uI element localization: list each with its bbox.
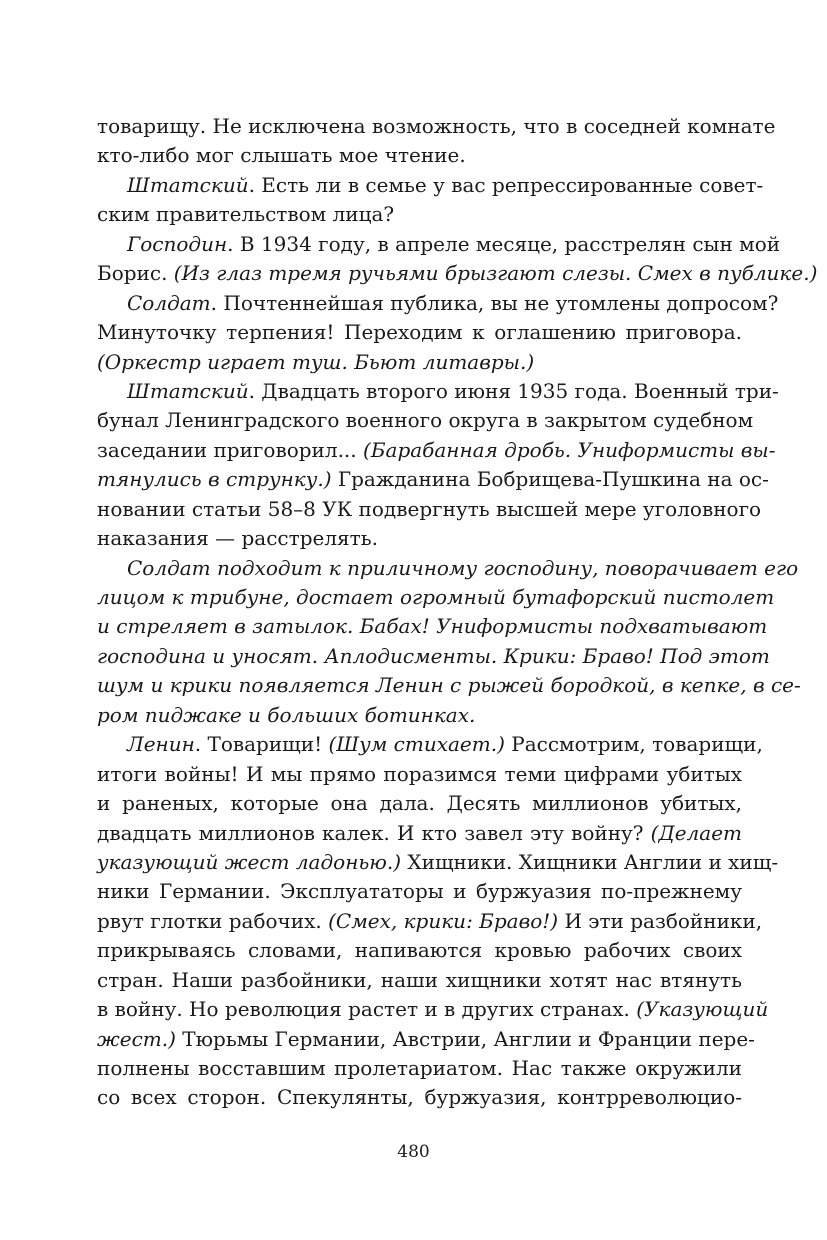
text-line	[97, 289, 779, 318]
text-segment: прикрываясь словами, напиваются кровью рабочих своих	[97, 938, 742, 963]
italic-text-segment: Штатский	[127, 172, 249, 197]
text-line	[97, 377, 779, 406]
text-segment: ским правительством лица?	[97, 202, 395, 227]
text-segment: . Двадцать второго июня 1935 года. Военный три-	[248, 378, 779, 403]
text-segment: Борис.	[97, 261, 174, 286]
text-line	[97, 406, 754, 435]
text-line	[97, 936, 742, 965]
text-segment: кто-либо мог слышать мое чтение.	[97, 143, 466, 168]
text-line	[97, 259, 818, 288]
text-line	[97, 141, 742, 170]
text-segment: рвут глотки рабочих.	[97, 908, 329, 933]
text-segment: стран. Наши разбойники, наши хищники хотят нас втянуть	[97, 967, 742, 992]
italic-text-segment: (Смех, крики: Браво!)	[328, 908, 559, 933]
italic-text-segment: (Делает	[650, 820, 742, 845]
text-line	[97, 642, 770, 671]
text-segment: Гражданина Бобрищева-Пушкина на ос-	[331, 467, 769, 492]
italic-text-segment: и стреляет в затылок. Бабах! Униформисты подхватывают	[97, 614, 768, 639]
page-number: 480	[397, 1142, 430, 1162]
italic-text-segment: Солдат подходит к приличному господину, поворачивает его	[127, 555, 799, 580]
text-segment: . Есть ли в семье у вас репрессированные совет-	[248, 172, 764, 197]
italic-text-segment: ром пиджаке и больших ботинках.	[97, 702, 476, 727]
italic-text-segment: Штатский	[127, 378, 249, 403]
text-line	[97, 760, 742, 789]
text-line	[97, 1083, 742, 1112]
text-line	[97, 583, 775, 612]
text-line	[97, 112, 776, 141]
text-segment: новании статьи 58–8 УК подвергнуть высшей мере уголовного	[97, 496, 762, 521]
text-segment: . Товарищи!	[194, 732, 329, 757]
italic-text-segment: указующий жест ладонью.)	[97, 849, 402, 874]
text-line	[97, 671, 801, 700]
text-segment: ники Германии. Эксплуататоры и буржуазия по-прежнему	[97, 879, 742, 904]
italic-text-segment: Господин	[127, 231, 228, 256]
text-segment: со всех сторон. Спекулянты, буржуазия, контрреволюцио-	[97, 1085, 742, 1110]
text-line	[97, 730, 763, 759]
text-segment: . Почтеннейшая публика, вы не утомлены допросом?	[210, 290, 779, 315]
text-line	[97, 1025, 755, 1054]
text-line	[97, 995, 769, 1024]
italic-text-segment: Ленин	[127, 732, 195, 757]
text-segment: двадцать миллионов калек. И кто завел эту войну?	[97, 820, 651, 845]
text-segment: Хищники. Хищники Англии и хищ-	[401, 849, 779, 874]
text-line	[97, 819, 742, 848]
text-line	[97, 495, 762, 524]
text-line	[97, 966, 742, 995]
text-line	[97, 789, 742, 818]
text-line	[97, 465, 769, 494]
italic-text-segment: Солдат	[127, 290, 211, 315]
italic-text-segment: (Указующий	[636, 997, 769, 1022]
text-segment: . В 1934 году, в апреле месяце, расстрелян сын мой	[227, 231, 781, 256]
italic-text-segment: (Шум стихает.)	[328, 732, 505, 757]
italic-text-segment: (Из глаз тремя ручьями брызгают слезы. Смех в публике.)	[173, 261, 818, 286]
text-line	[97, 877, 742, 906]
italic-text-segment: жест.)	[97, 1026, 176, 1051]
text-segment: Минуточку терпения! Переходим к оглашению приговора.	[97, 320, 742, 345]
text-line	[97, 554, 799, 583]
italic-text-segment: (Барабанная дробь. Униформисты вы-	[363, 437, 776, 462]
text-line	[97, 436, 776, 465]
text-segment: заседании приговорил...	[97, 437, 364, 462]
text-line	[97, 318, 742, 347]
text-segment: товарищу. Не исключена возможность, что в соседней комнате	[97, 114, 776, 138]
text-segment: Тюрьмы Германии, Австрии, Англии и Франции пере-	[175, 1026, 755, 1051]
text-segment: и раненых, которые она дала. Десять миллионов убитых,	[97, 791, 742, 816]
text-line	[97, 612, 768, 641]
text-segment: наказания — расстрелять.	[97, 526, 378, 551]
text-line	[97, 230, 781, 259]
text-line	[97, 171, 764, 200]
text-line	[97, 907, 763, 936]
italic-text-segment: лицом к трибуне, достает огромный бутафорский пистолет	[97, 585, 775, 609]
text-line	[97, 348, 742, 377]
text-segment: в войну. Но революция растет и в других странах.	[97, 997, 637, 1022]
italic-text-segment: (Оркестр играет туш. Бьют литавры.)	[97, 349, 535, 374]
italic-text-segment: господина и уносят. Аплодисменты. Крики: Браво! Под этот	[97, 643, 770, 668]
text-line	[97, 200, 742, 229]
text-line	[97, 848, 779, 877]
text-segment: И эти разбойники,	[558, 908, 763, 933]
text-segment: бунал Ленинградского военного округа в закрытом судебном	[97, 408, 754, 433]
text-line	[97, 524, 742, 553]
text-segment: итоги войны! И мы прямо поразимся теми цифрами убитых	[97, 761, 742, 786]
italic-text-segment: тянулись в струнку.)	[97, 467, 332, 492]
text-line	[97, 701, 742, 730]
text-line	[97, 1054, 742, 1083]
page-text	[97, 112, 818, 1113]
text-segment: Рассмотрим, товарищи,	[504, 732, 763, 757]
italic-text-segment: шум и крики появляется Ленин с рыжей бородкой, в кепке, в се-	[97, 673, 801, 698]
text-segment: полнены восставшим пролетариатом. Нас также окружили	[97, 1056, 742, 1080]
